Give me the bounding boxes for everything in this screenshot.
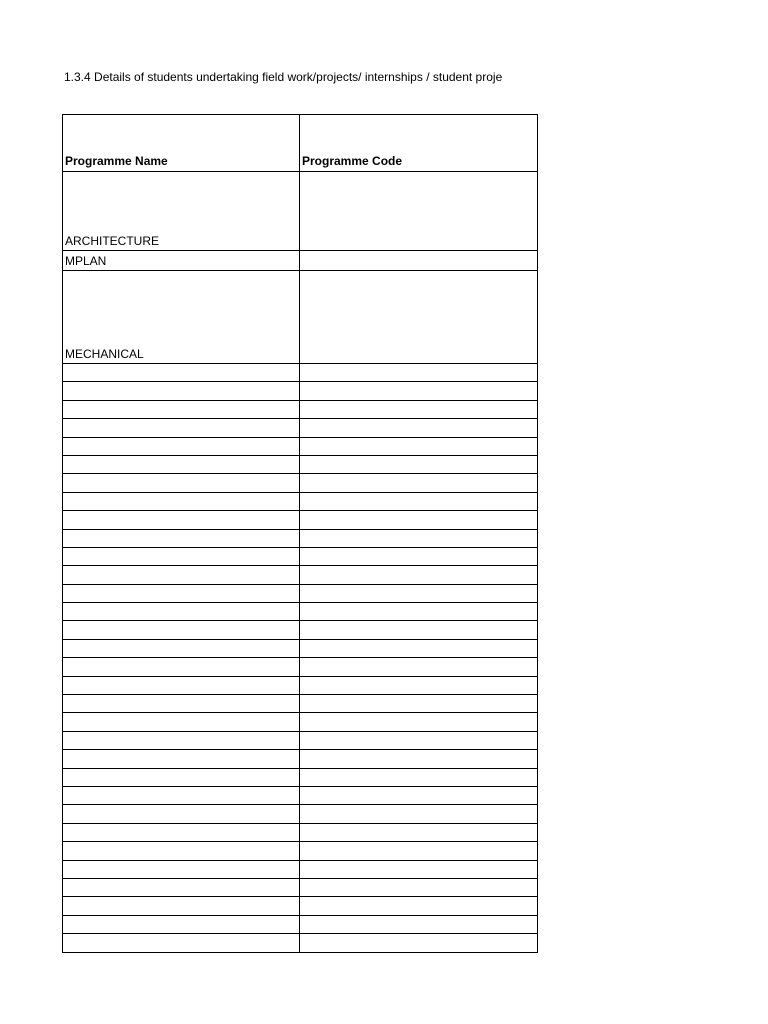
programme-name-cell[interactable]	[63, 860, 300, 878]
programme-name-cell[interactable]: MPLAN	[63, 251, 300, 271]
programme-code-cell[interactable]	[300, 786, 538, 804]
programme-code-cell[interactable]	[300, 400, 538, 418]
table-row	[63, 897, 538, 915]
programme-name-cell[interactable]	[63, 529, 300, 547]
programme-code-cell[interactable]	[300, 750, 538, 768]
programme-name-cell[interactable]	[63, 750, 300, 768]
table-row	[63, 529, 538, 547]
table-row	[63, 842, 538, 860]
programme-name-cell[interactable]	[63, 400, 300, 418]
table-row	[63, 437, 538, 455]
programme-code-cell[interactable]	[300, 251, 538, 271]
programme-name-cell[interactable]	[63, 842, 300, 860]
table-row	[63, 584, 538, 602]
programme-name-cell[interactable]	[63, 823, 300, 841]
table-row	[63, 768, 538, 786]
programme-table	[62, 114, 538, 953]
programme-code-cell[interactable]	[300, 639, 538, 657]
programme-code-cell[interactable]	[300, 695, 538, 713]
table-row	[63, 934, 538, 952]
programme-code-cell[interactable]	[300, 529, 538, 547]
table-row	[63, 455, 538, 473]
programme-code-cell[interactable]	[300, 768, 538, 786]
table-row	[63, 271, 538, 364]
programme-code-cell[interactable]	[300, 842, 538, 860]
programme-name-cell[interactable]	[63, 621, 300, 639]
programme-name-cell[interactable]	[63, 566, 300, 584]
column-header-programme-name: Programme Name	[63, 115, 300, 172]
table-row	[63, 400, 538, 418]
programme-code-cell[interactable]	[300, 172, 538, 251]
programme-code-cell[interactable]	[300, 823, 538, 841]
programme-code-cell[interactable]	[300, 878, 538, 896]
table-row	[63, 547, 538, 565]
programme-name-cell[interactable]	[63, 474, 300, 492]
programme-code-cell[interactable]	[300, 603, 538, 621]
programme-code-cell[interactable]	[300, 897, 538, 915]
programme-code-cell[interactable]	[300, 382, 538, 400]
programme-code-cell[interactable]	[300, 713, 538, 731]
programme-code-cell[interactable]	[300, 364, 538, 382]
programme-name-cell[interactable]	[63, 805, 300, 823]
programme-code-cell[interactable]	[300, 805, 538, 823]
programme-name-cell[interactable]: ARCHITECTURE	[63, 172, 300, 251]
programme-code-cell[interactable]	[300, 934, 538, 952]
programme-code-cell[interactable]	[300, 455, 538, 473]
table-row	[63, 695, 538, 713]
column-header-programme-code: Programme Code	[300, 115, 538, 172]
table-row	[63, 566, 538, 584]
programme-name-cell[interactable]	[63, 676, 300, 694]
table-row	[63, 382, 538, 400]
table-row	[63, 805, 538, 823]
programme-code-cell[interactable]	[300, 658, 538, 676]
programme-name-cell[interactable]	[63, 713, 300, 731]
programme-name-cell[interactable]	[63, 603, 300, 621]
table-row	[63, 731, 538, 749]
table-row	[63, 713, 538, 731]
programme-code-cell[interactable]	[300, 676, 538, 694]
table-row	[63, 676, 538, 694]
table-row	[63, 639, 538, 657]
programme-name-cell[interactable]: MECHANICAL	[63, 271, 300, 364]
programme-name-cell[interactable]	[63, 382, 300, 400]
table-row	[63, 419, 538, 437]
programme-name-cell[interactable]	[63, 547, 300, 565]
table-row	[63, 492, 538, 510]
programme-code-cell[interactable]	[300, 915, 538, 933]
programme-code-cell[interactable]	[300, 621, 538, 639]
programme-code-cell[interactable]	[300, 419, 538, 437]
table-row	[63, 878, 538, 896]
table-row	[63, 786, 538, 804]
table-row	[63, 474, 538, 492]
programme-name-cell[interactable]	[63, 731, 300, 749]
programme-name-cell[interactable]	[63, 897, 300, 915]
programme-code-cell[interactable]	[300, 492, 538, 510]
table-row	[63, 823, 538, 841]
programme-code-cell[interactable]	[300, 566, 538, 584]
programme-name-cell[interactable]	[63, 492, 300, 510]
programme-code-cell[interactable]	[300, 437, 538, 455]
programme-name-cell[interactable]	[63, 768, 300, 786]
table-row	[63, 603, 538, 621]
programme-name-cell[interactable]	[63, 786, 300, 804]
table-row	[63, 658, 538, 676]
table-row	[63, 750, 538, 768]
programme-name-cell[interactable]	[63, 915, 300, 933]
programme-name-cell[interactable]	[63, 878, 300, 896]
programme-name-cell[interactable]	[63, 455, 300, 473]
table-row	[63, 172, 538, 251]
programme-name-cell[interactable]	[63, 419, 300, 437]
programme-code-cell[interactable]	[300, 584, 538, 602]
programme-name-cell[interactable]	[63, 511, 300, 529]
table-row	[63, 621, 538, 639]
table-row	[63, 251, 538, 271]
programme-code-cell[interactable]	[300, 511, 538, 529]
page-title: 1.3.4 Details of students undertaking field work/projects/ internships / student proje	[64, 70, 503, 84]
programme-name-cell[interactable]	[63, 934, 300, 952]
programme-code-cell[interactable]	[300, 860, 538, 878]
programme-name-cell[interactable]	[63, 639, 300, 657]
table-row	[63, 511, 538, 529]
programme-code-cell[interactable]	[300, 271, 538, 364]
programme-name-cell[interactable]	[63, 437, 300, 455]
programme-code-cell[interactable]	[300, 474, 538, 492]
table-row	[63, 364, 538, 382]
programme-name-cell[interactable]	[63, 364, 300, 382]
programme-name-cell[interactable]	[63, 658, 300, 676]
table-row	[63, 915, 538, 933]
programme-code-cell[interactable]	[300, 547, 538, 565]
table-header-row	[63, 115, 538, 172]
programme-name-cell[interactable]	[63, 695, 300, 713]
programme-name-cell[interactable]	[63, 584, 300, 602]
table-row	[63, 860, 538, 878]
programme-code-cell[interactable]	[300, 731, 538, 749]
